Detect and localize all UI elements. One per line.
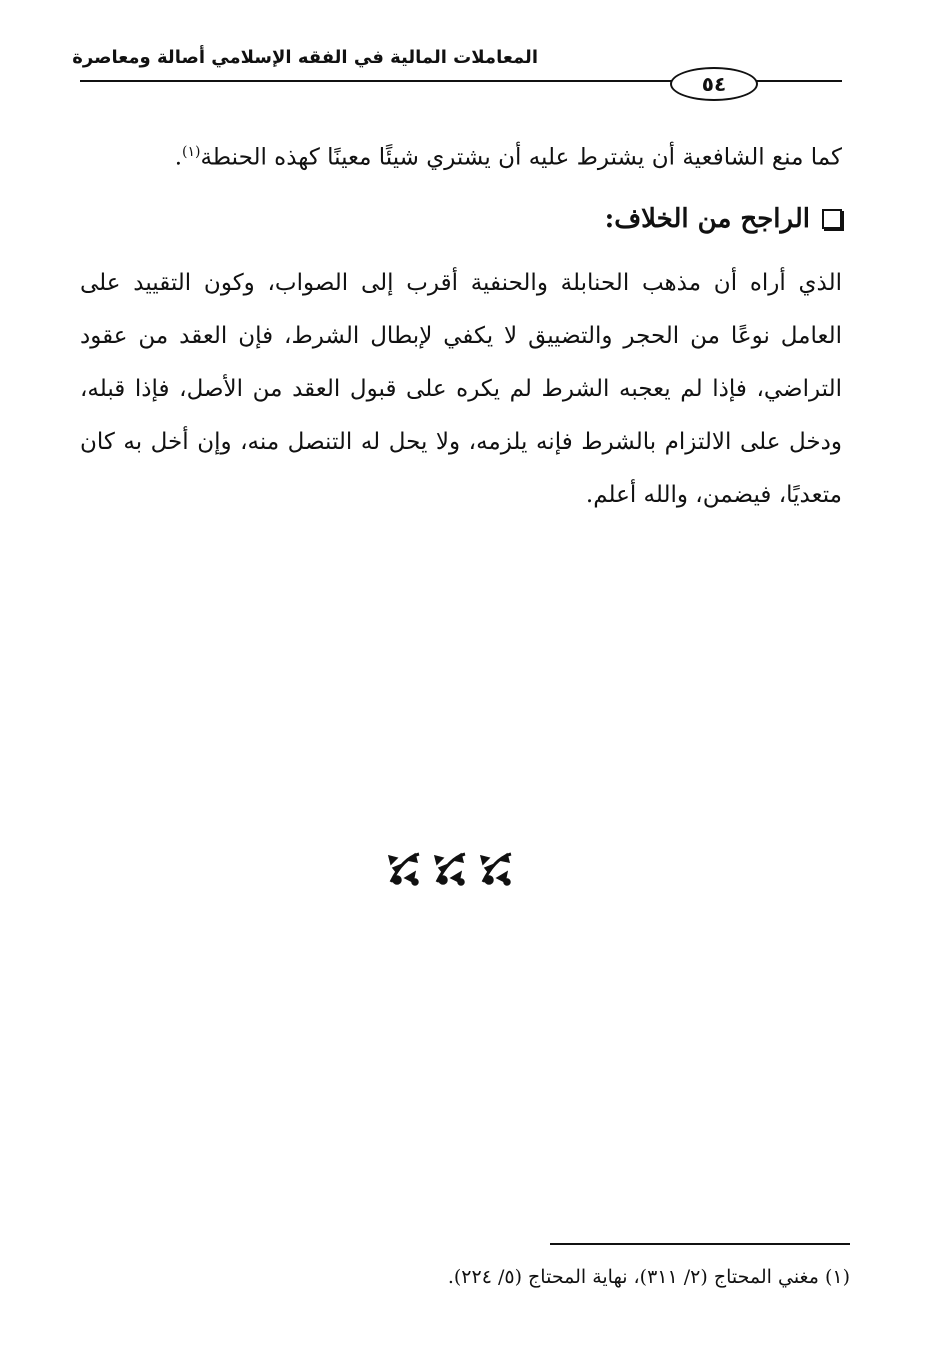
- section-heading-text: الراجح من الخلاف:: [604, 204, 810, 234]
- footnote-1: (١) مغني المحتاج (٢/ ٣١١)، نهاية المحتاج (٥/ ٢٢٤).: [447, 1266, 850, 1288]
- ornament-motif-3: [481, 854, 511, 885]
- ornament-motif-2: [435, 854, 465, 885]
- footnote-ref[interactable]: (١): [182, 144, 201, 160]
- checkbox-square-icon: [822, 209, 842, 229]
- section-heading: [605, 197, 842, 241]
- intro-text: كما منع الشافعية أن يشترط عليه أن يشتري شيئًا معينًا كهذه الحنطة: [200, 144, 842, 171]
- ornament-motif-1: [389, 854, 419, 885]
- book-title: المعاملات المالية في الفقه الإسلامي أصالة ومعاصرة: [72, 47, 538, 68]
- main-paragraph: الذي أراه أن مذهب الحنابلة والحنفية أقرب إلى الصواب، وكون التقييد على العامل نوعًا من الحجر والتضييق لا يكفي لإبطال الشرط، فإن العقد من عقود التراضي، فإذا لم يعجبه الشرط لم يكره على قبول العقد من الأصل، فإذا قبله، ودخل على الالتزام بالشرط فإنه يلزمه، ولا يحل له التنصل منه، وإن أخل به كان متعديًا، فيضمن، والله أعلم.: [80, 270, 842, 508]
- intro-end: .: [174, 144, 182, 171]
- intro-line: [80, 130, 842, 180]
- footnote-divider: [550, 1243, 850, 1245]
- floral-ornament-icon: [385, 848, 513, 888]
- page-number-badge: [670, 67, 758, 101]
- page-number: ٥٤: [701, 72, 727, 96]
